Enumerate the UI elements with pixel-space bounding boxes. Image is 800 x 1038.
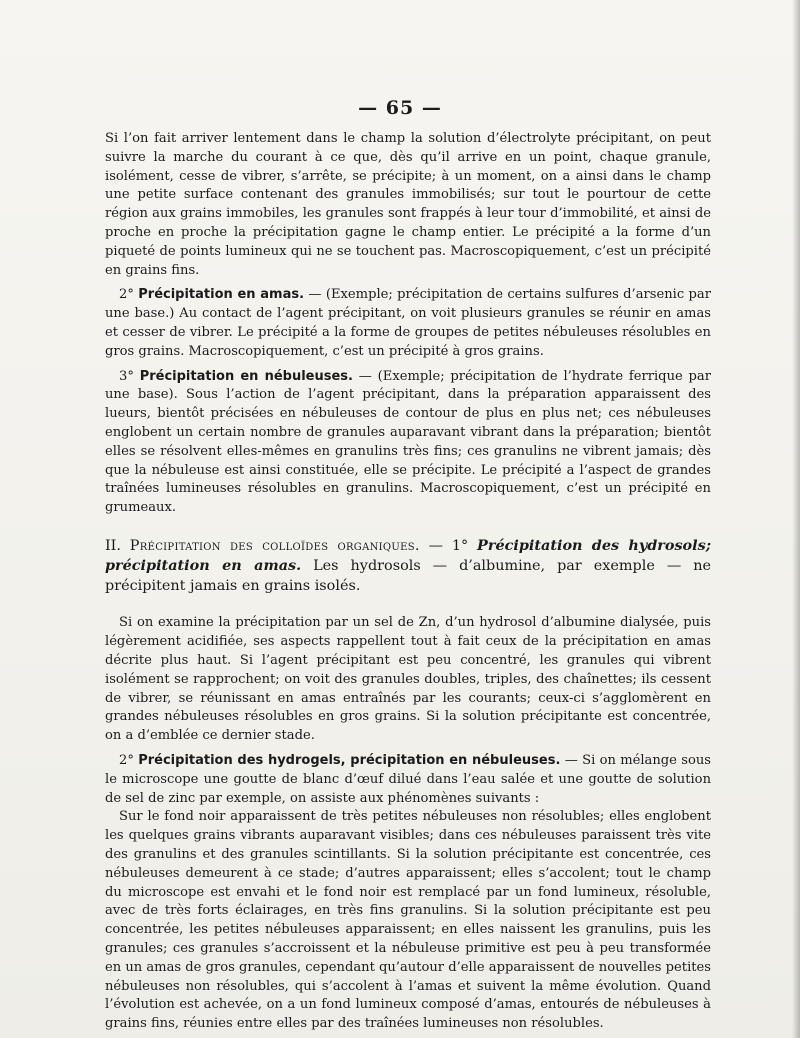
section-title: Précipitation des colloïdes organiques. [129,537,420,554]
paragraph-precipitation-amas [105,286,711,361]
paragraph-text: — (Exemple; précipitation de certains sulfures d’arsenic par une base.) Au contact de l’agent précipitant, on voit plusieurs granules se réunir en amas et cesser de vibrer. Le précipité a la forme de groupes de petites nébuleuses résolubles en gros grains. Macroscopiquement, c’est un précipité à gros grains. [105,287,711,359]
paragraph-dark-field-observation: Sur le fond noir apparaissent de très petites nébuleuses non résolubles; elles englobent les quelques grains vibrants auparavant visibles; dans ces nébuleuses paraissent très vite des granulins et des granules scintillants. Si la solution précipitante est concentrée, ces nébuleuses demeurent à ce stade; d’autres apparaissent; elles s’accolent; tout le champ du microscope est envahi et le fond noir est remplacé par un fond lumineux, résoluble, avec de très forts éclairages, en très fins granulins. Si la solution précipitante est peu concentrée, les petites nébuleuses apparaissent; en elles naissent les granulins, puis les granules; ces granules s’accroissent et la nébuleuse primitive est peu à peu transformée en un amas de gros granules, cependant qu’autour d’elle apparaissent de nouvelles petites nébuleuses non résolubles, qui s’accolent à l’amas et suivent la même évolution. Quand l’évolution est achevée, on a un fond lumineux composé d’amas, entourés de nébuleuses à grains fins, réunies entre elles par des traînées lumineuses non résolubles. [105,809,711,1032]
subsection-heading: Précipitation en nébuleuses. [139,368,353,384]
section-intro: Les hydrosols — d’albumine, par exemple — ne précipitent jamais en grains isolés. [105,558,711,594]
list-number: 3° [119,368,134,384]
paragraph-zinc-precipitation: Si on examine la précipitation par un sel de Zn, d’un hydrosol d’albumine dialysée, puis légèrement acidifiée, ses aspects rappellent tout à fait ceux de la précipitation en amas décrite plus haut. Si l’agent précipitant est peu concentré, les granules qui vibrent isolément se rapprochent; on voit des granules doubles, triples, des chaînettes; ils cessent de vibrer, se réunissant en amas entraînés par les courants; ceux-ci s’agglomèrent en grandes nébuleuses résolubles en gros grains. Si la solution précipitante est concentrée, on a d’emblée ce dernier stade. [105,615,711,744]
paragraph-hydrogels [105,752,711,808]
section-subtitle: Précipitation des hydrosols; précipitation en amas. [105,536,712,575]
paragraph-text: — (Exemple; précipitation de l’hydrate ferrique par une base). Sous l’action de l’agent précipitant, dans la préparation apparaissent des lueurs, bientôt précisées en nébuleuses de contour de plus en plus net; ces nébuleuses englobent un certain nombre de granules auparavant vibrant dans la préparation; bientôt elles se résolvent elles-mêmes en granulins très fins; ces granulins ne vibrent jamais; dès que la nébuleuse est ainsi constituée, elle se précipite. Le précipité a l’aspect de grandes traînées lumineuses résolubles en granulins. Macroscopiquement, c’est un précipité en grumeaux. [105,368,711,516]
page-number: — 65 — [358,97,442,119]
section-dash: — 1° [419,537,478,554]
section-number: II. [105,537,121,554]
list-number: 2° [119,753,134,769]
section-heading-organic-colloids [105,536,711,597]
list-number: 2° [119,287,134,303]
paragraph-precipitation-grains: Si l’on fait arriver lentement dans le champ la solution d’électrolyte précipitant, on peut suivre la marche du courant à ce que, dès qu’il arrive en un point, chaque granule, isolément, cesse de vibrer, s’arrête, se précipite; à un moment, on a ainsi dans le champ une petite surface contenant des granules immobilisés; sur tout le pourtour de cette région aux grains immobiles, les granules sont frappés à leur tour d’immobilité, et ainsi de proche en proche la précipitation gagne le champ entier. Le précipité a la forme d’un piqueté de points lumineux qui ne se touchent pas. Macroscopiquement, c’est un précipité en grains fins. [105,131,711,278]
paragraph-precipitation-nebuleuses [105,368,711,518]
subsection-heading: Précipitation en amas. [138,287,305,303]
subsection-heading: Précipitation des hydrogels, précipitation en nébuleuses. [138,753,561,769]
paragraph-text: — Si on mélange sous le microscope une goutte de blanc d’œuf dilué dans l’eau salée et une goutte de solution de sel de zinc par exemple, on assiste aux phénomènes suivants : [105,753,711,806]
page-body [105,130,711,1034]
page-edge-shadow [792,0,800,1038]
